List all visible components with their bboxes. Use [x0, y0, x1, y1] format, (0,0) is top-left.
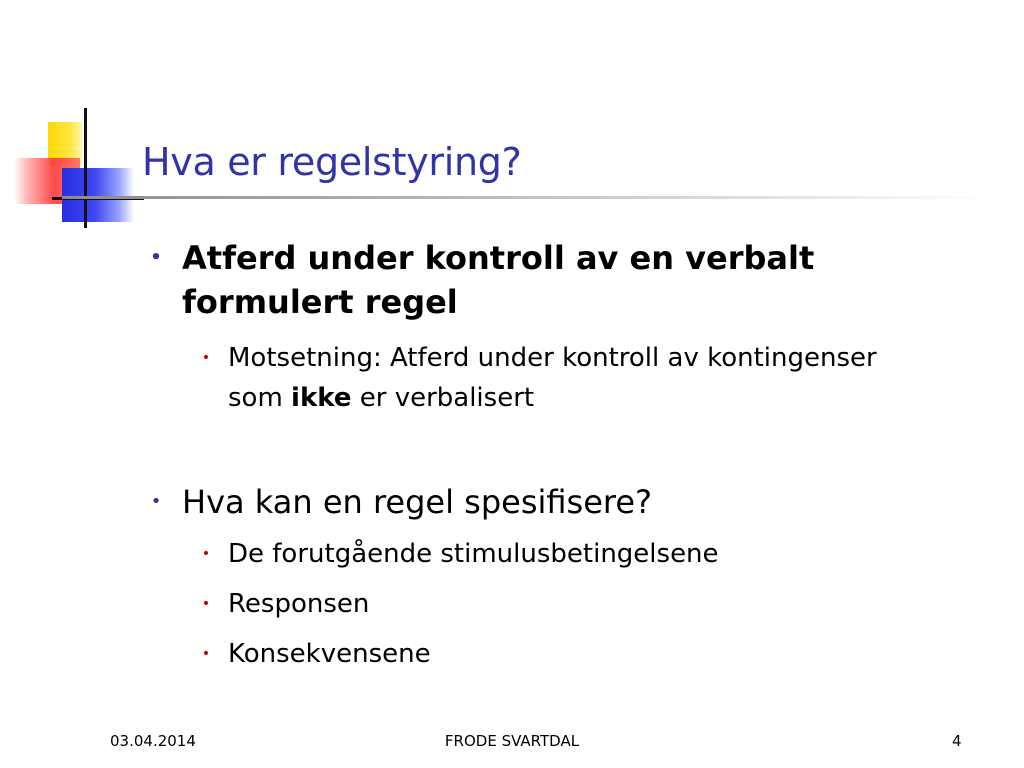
title-underline	[62, 196, 992, 199]
sub-bullet-text-line: De forutgående stimulusbetingelsene	[228, 539, 719, 569]
bullet-icon: •	[150, 247, 162, 268]
footer-page-number: 4	[952, 732, 962, 750]
sub-bullet-icon: •	[201, 596, 211, 612]
footer-date: 03.04.2014	[110, 732, 196, 750]
sub-bullet-text-line: Motsetning: Atferd under kontroll av kontingenser	[228, 343, 877, 373]
bullet-item	[150, 480, 942, 524]
text-run: som	[228, 383, 292, 413]
bullet-text-line: formulert regel	[182, 283, 458, 321]
sub-bullet-text-line	[228, 378, 988, 418]
slide-title: Hva er regelstyring?	[142, 140, 522, 184]
sub-bullet-icon: •	[201, 546, 211, 562]
sub-bullet-text-line: Responsen	[228, 589, 370, 619]
sub-bullet-icon: •	[201, 646, 211, 662]
bullet-item	[150, 236, 942, 324]
sub-bullet-item	[201, 584, 988, 624]
blue-square	[62, 168, 134, 222]
decorative-squares-logo	[0, 100, 150, 230]
bullet-text-line: Hva kan en regel spesifisere?	[182, 483, 653, 521]
bullet-text-line: Atferd under kontroll av en verbalt	[182, 239, 815, 277]
footer-author: FRODE SVARTDAL	[444, 732, 580, 750]
sub-bullet-icon: •	[201, 350, 211, 366]
emphasis-text: ikke	[291, 383, 352, 413]
text-run: er verbalisert	[351, 383, 535, 413]
logo-vertical-line	[84, 108, 87, 228]
sub-bullet-item	[201, 634, 988, 674]
sub-bullet-item	[201, 338, 988, 418]
bullet-icon: •	[150, 491, 162, 512]
sub-bullet-item	[201, 534, 988, 574]
sub-bullet-text-line: Konsekvensene	[228, 639, 431, 669]
